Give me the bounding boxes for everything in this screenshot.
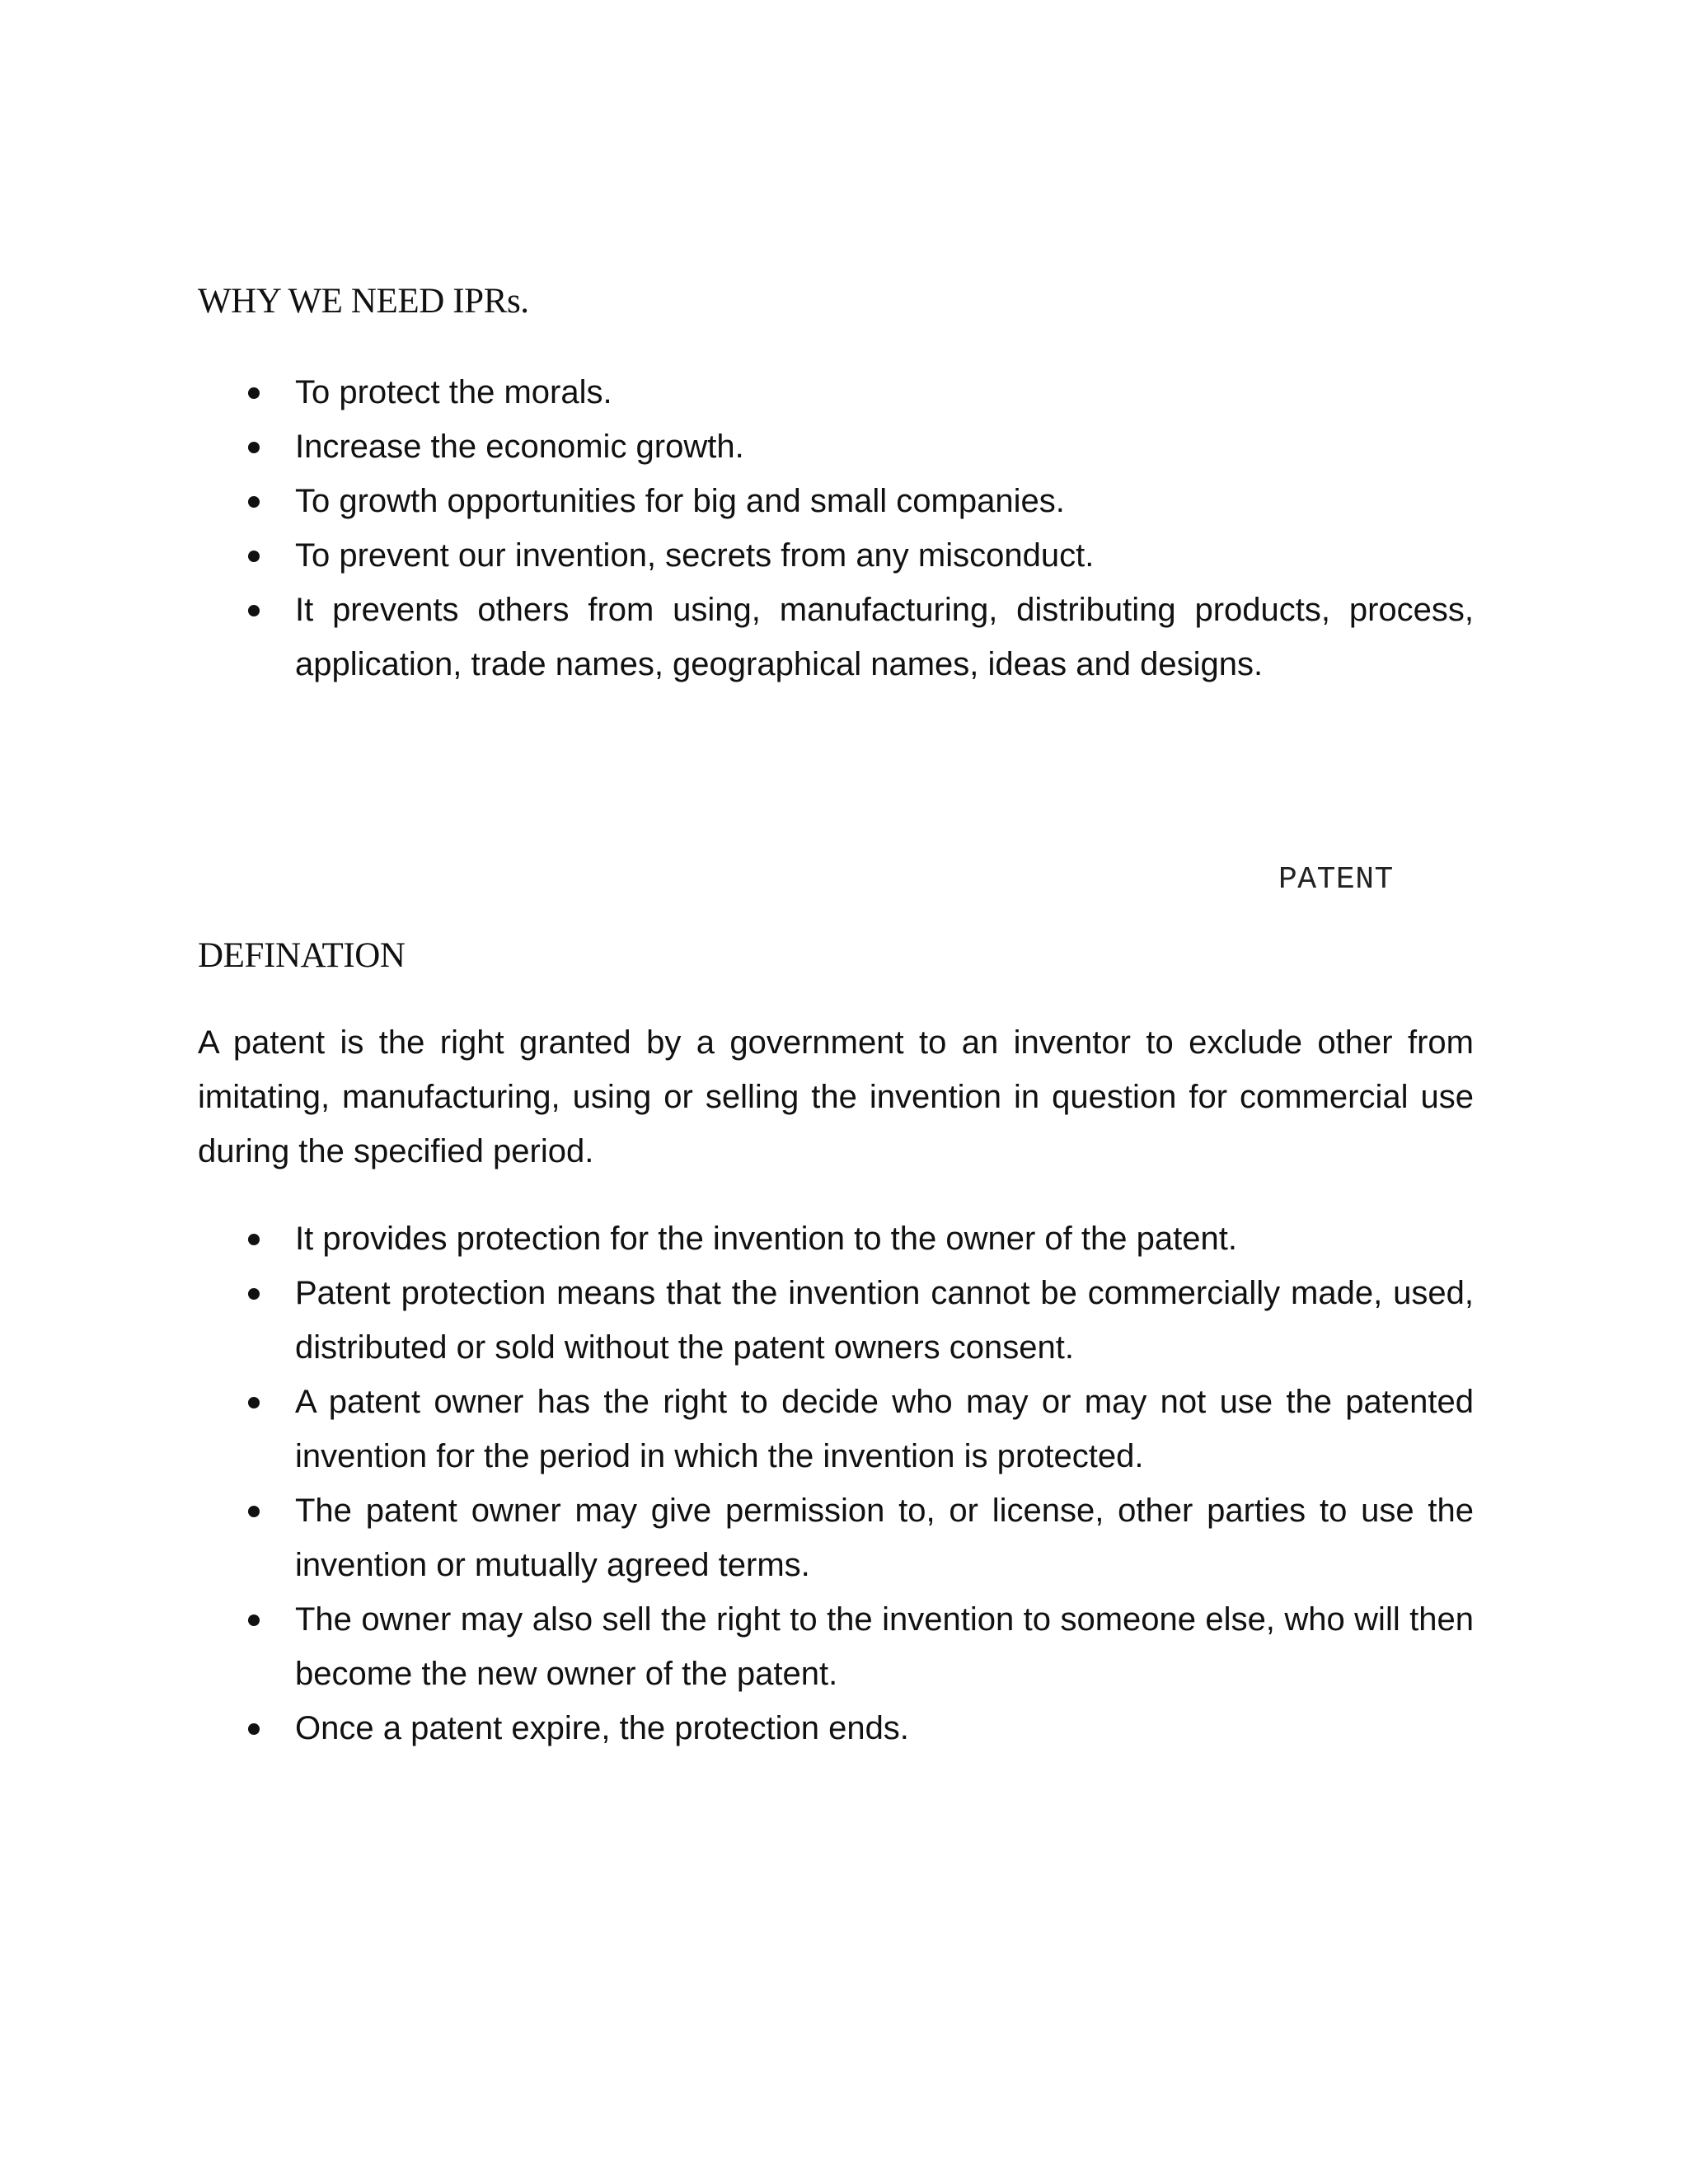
list-item-text: To protect the morals. [295, 374, 612, 410]
list-item [198, 474, 1474, 528]
list-item-text: The owner may also sell the right to the invention to someone else, who will then become the new owner of the patent. [295, 1601, 1474, 1692]
bullet-icon [248, 605, 260, 616]
list-item [198, 1592, 1474, 1701]
bullet-icon [248, 387, 260, 399]
bullet-icon [248, 442, 260, 453]
list-item-text: It prevents others from using, manufacturing, distributing products, process, application, trade names, geographical names, ideas and designs. [295, 592, 1474, 682]
list-item [198, 365, 1474, 419]
list-item [198, 583, 1474, 691]
ipr-section-heading: WHY WE NEED IPRs. [198, 282, 529, 321]
list-item-text: Increase the economic growth. [295, 429, 744, 465]
list-item [198, 419, 1474, 474]
bullet-icon [248, 1234, 260, 1245]
bullet-icon [248, 551, 260, 562]
bullet-icon [248, 1397, 260, 1408]
list-item [198, 1375, 1474, 1483]
bullet-icon [248, 1506, 260, 1517]
ipr-reasons-list [198, 365, 1474, 691]
list-item [198, 1701, 1474, 1755]
patent-definition-paragraph: A patent is the right granted by a government to an inventor to exclude other from imitating, manufacturing, using or selling the invention in question for commercial use during the specified period. [198, 1024, 1474, 1169]
list-item-text: It provides protection for the invention to the owner of the patent. [295, 1221, 1237, 1257]
list-item-text: Patent protection means that the invention cannot be commercially made, used, distributed or sold without the patent owners consent. [295, 1275, 1474, 1366]
list-item-text: To growth opportunities for big and small companies. [295, 483, 1065, 519]
bullet-icon [248, 1615, 260, 1626]
list-item-text: The patent owner may give permission to, or license, other parties to use the invention or mutually agreed terms. [295, 1493, 1474, 1583]
list-item [198, 528, 1474, 583]
list-item-text: To prevent our invention, secrets from any misconduct. [295, 537, 1095, 574]
list-item [198, 1212, 1474, 1266]
patent-points-list [198, 1212, 1474, 1755]
list-item [198, 1483, 1474, 1592]
bullet-icon [248, 496, 260, 508]
definition-heading: DEFINATION [198, 936, 406, 975]
bullet-icon [248, 1288, 260, 1300]
list-item-text: A patent owner has the right to decide who may or may not use the patented invention for the period in which the invention is protected. [295, 1384, 1474, 1474]
list-item [198, 1266, 1474, 1375]
bullet-icon [248, 1723, 260, 1735]
patent-section-label: PATENT [1278, 862, 1394, 898]
list-item-text: Once a patent expire, the protection ends. [295, 1710, 909, 1746]
